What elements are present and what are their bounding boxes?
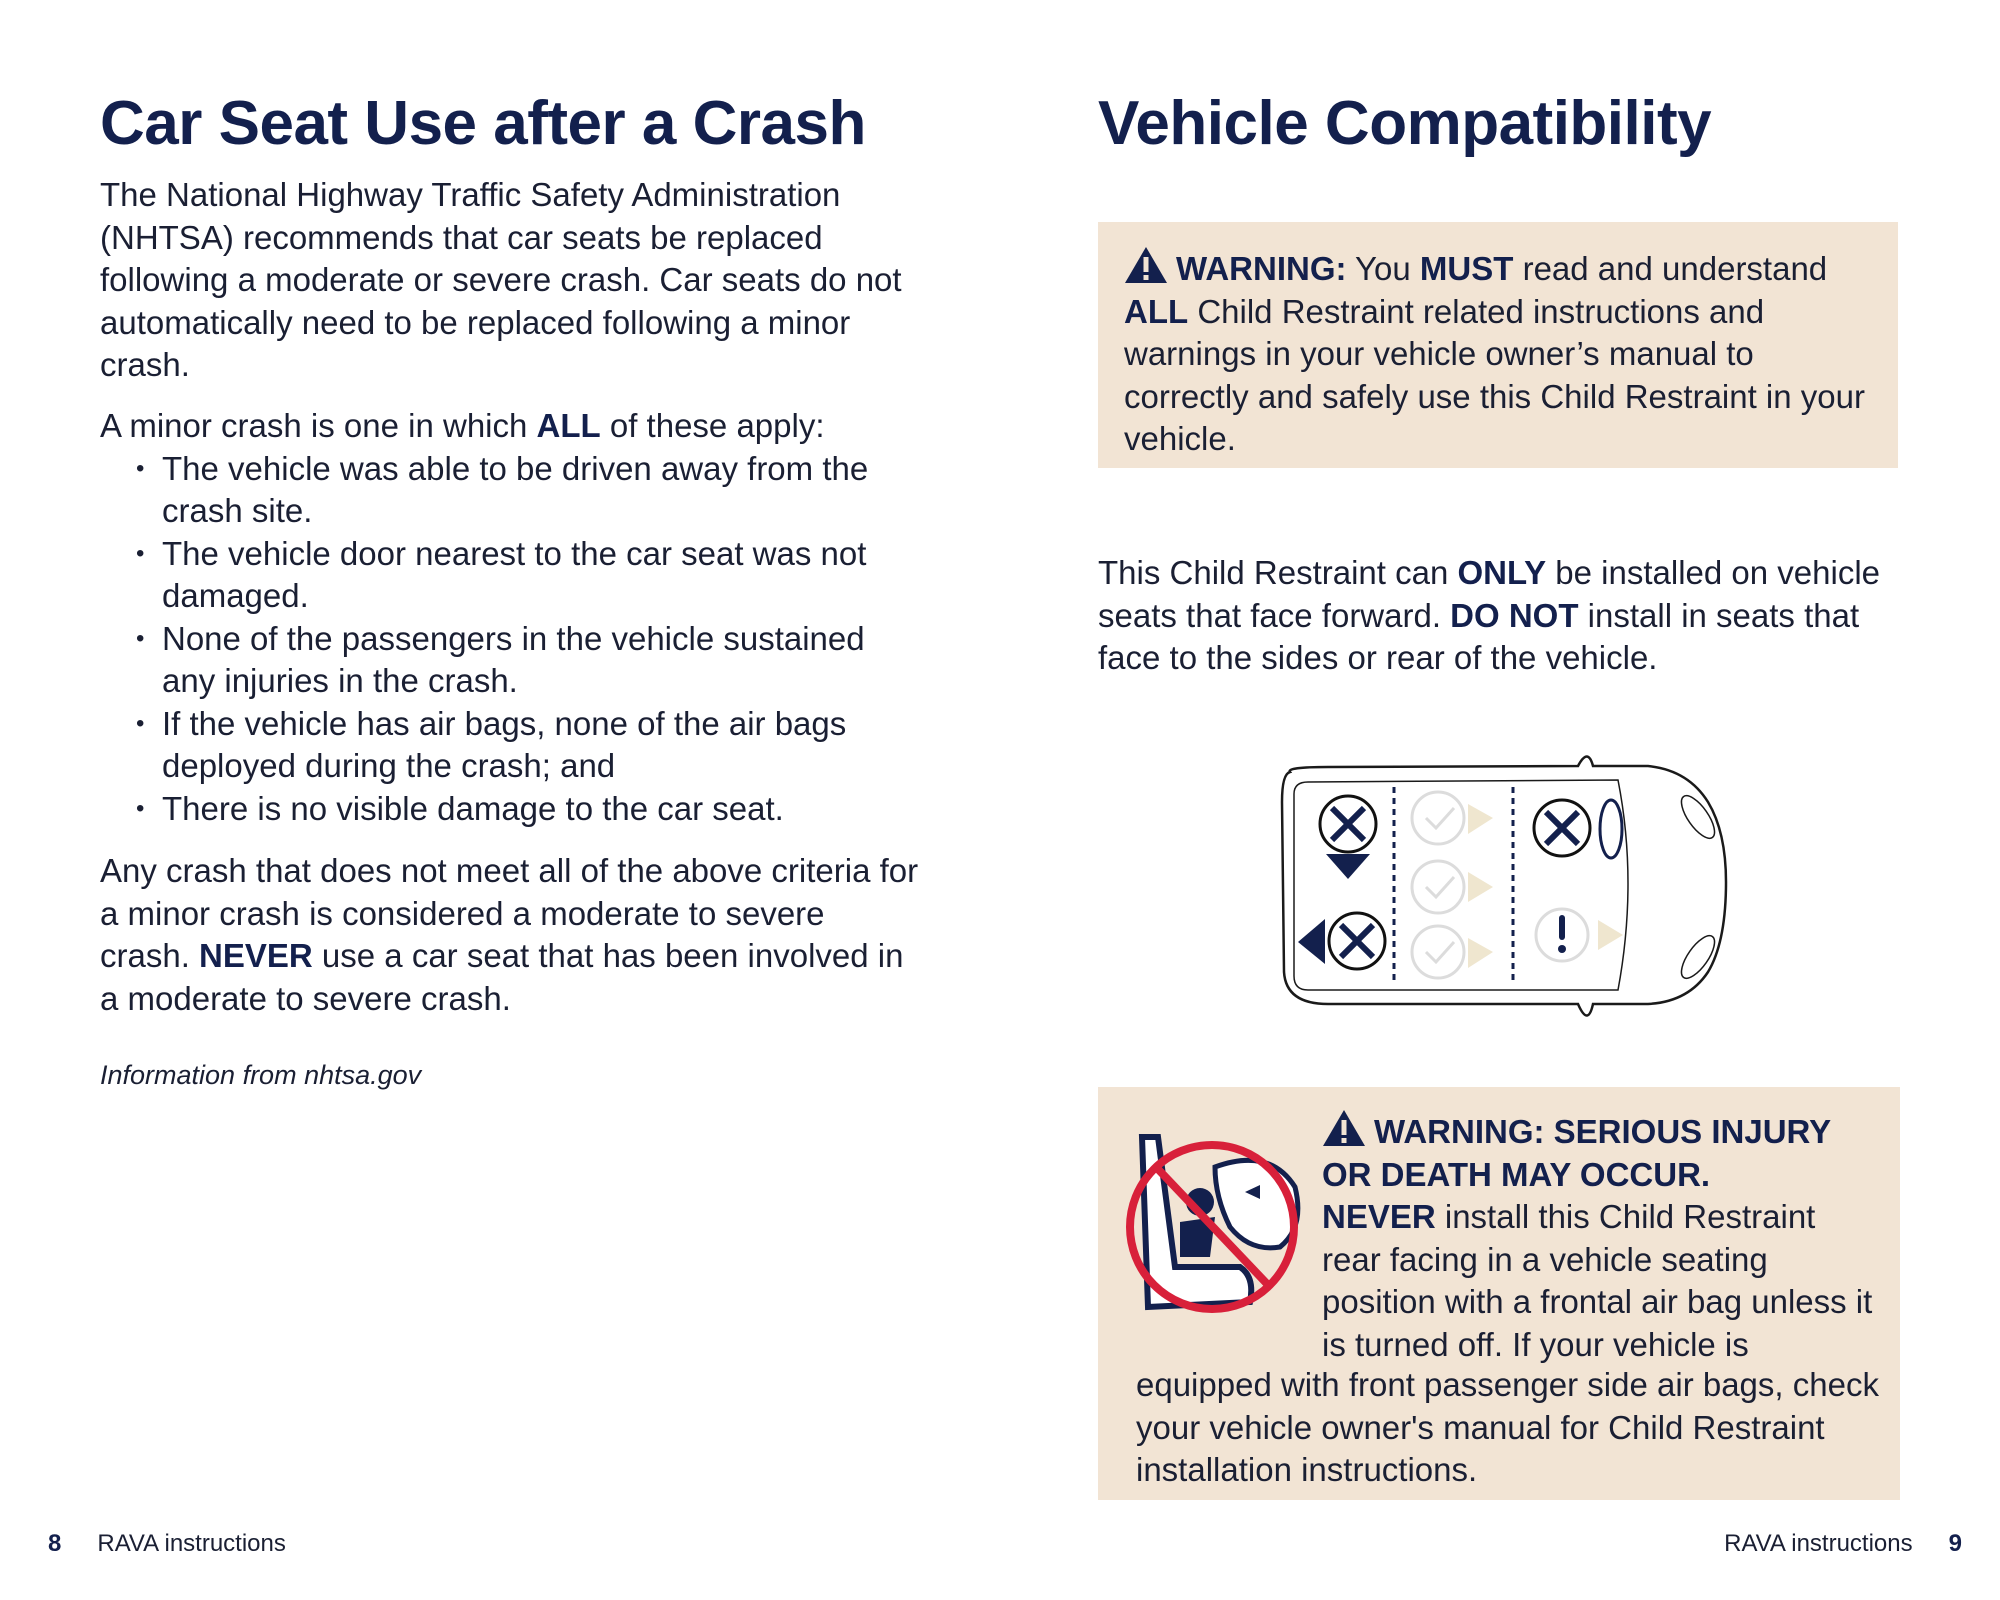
front-seat-prohibited-airbag-icon <box>1534 800 1622 858</box>
left-arrow-icon <box>1298 919 1325 964</box>
criteria-list <box>100 448 920 831</box>
intro-paragraph: The National Highway Traffic Safety Administration (NHTSA) recommends that car seats be replaced following a moderate or severe crash. Car seats do not automatically need to be replaced following a minor crash. <box>100 176 902 383</box>
warning-heading: WARNING: SERIOUS INJURY OR DEATH MAY OCCUR. <box>1322 1113 1831 1193</box>
footer-right <box>1724 1530 1962 1558</box>
source-note: Information from nhtsa.gov <box>100 1060 422 1090</box>
prohibited-side-facing-icon <box>1329 913 1385 969</box>
minor-crash-lead: A minor crash is one in which ALL of these apply: <box>100 407 825 444</box>
list-item: • The vehicle door nearest to the car seat was not damaged. <box>136 534 867 614</box>
caution-exclamation-icon <box>1536 909 1623 961</box>
warning-triangle-icon <box>1124 246 1168 284</box>
down-arrow-icon <box>1326 854 1370 879</box>
footer-label: RAVA instructions <box>97 1530 286 1557</box>
warning-triangle-icon <box>1322 1109 1366 1147</box>
list-item: • If the vehicle has air bags, none of the air bags deployed during the crash; and <box>136 704 847 784</box>
prohibited-rear-facing-icon <box>1320 796 1376 852</box>
forward-arrow-icons <box>1468 804 1493 968</box>
list-item: • None of the passengers in the vehicle sustained any injuries in the crash. <box>136 619 865 699</box>
warning-continuation: equipped with front passenger side air bags, check your vehicle owner's manual for Child Restraint installation instructions. <box>1136 1366 1879 1488</box>
vehicle-seating-diagram <box>1268 742 1748 1032</box>
footer-left <box>48 1530 286 1558</box>
warning-box-manual: WARNING: You MUST read and understand ALL Child Restraint related instructions and warnings in your vehicle owner’s manual to correctly and safely use this Child Restraint in your vehicle. <box>1098 222 1898 468</box>
forward-only-paragraph: This Child Restraint can ONLY be installed on vehicle seats that face forward. DO NOT install in seats that face to the sides or rear of the vehicle. <box>1098 554 1881 676</box>
page-number: 8 <box>48 1530 62 1557</box>
list-item: • There is no visible damage to the car seat. <box>136 789 784 827</box>
footer-label: RAVA instructions <box>1724 1530 1913 1557</box>
warning-box-airbag: WARNING: SERIOUS INJURY OR DEATH MAY OCCUR. NEVER install this Child Restraint rear facing in a vehicle seating position with a frontal air bag unless it is turned off. If your vehicle is equipped with front passenger side air bags, check your vehicle owner's manual for Child Restraint installation instructions. <box>1098 1087 1900 1500</box>
page-number: 9 <box>1948 1530 1962 1557</box>
minor-crash-section <box>100 405 920 830</box>
page-title-right: Vehicle Compatibility <box>1098 89 1712 158</box>
moderate-crash-paragraph: Any crash that does not meet all of the above criteria for a minor crash is considered a moderate to severe crash. NEVER use a car seat that has been involved in a moderate to severe crash. <box>100 852 919 1017</box>
page-title-left: Car Seat Use after a Crash <box>100 89 866 158</box>
allowed-seat-icons <box>1412 792 1464 978</box>
list-item: • The vehicle was able to be driven away from the crash site. <box>136 449 869 529</box>
no-rear-facing-airbag-icon <box>1120 1127 1310 1327</box>
